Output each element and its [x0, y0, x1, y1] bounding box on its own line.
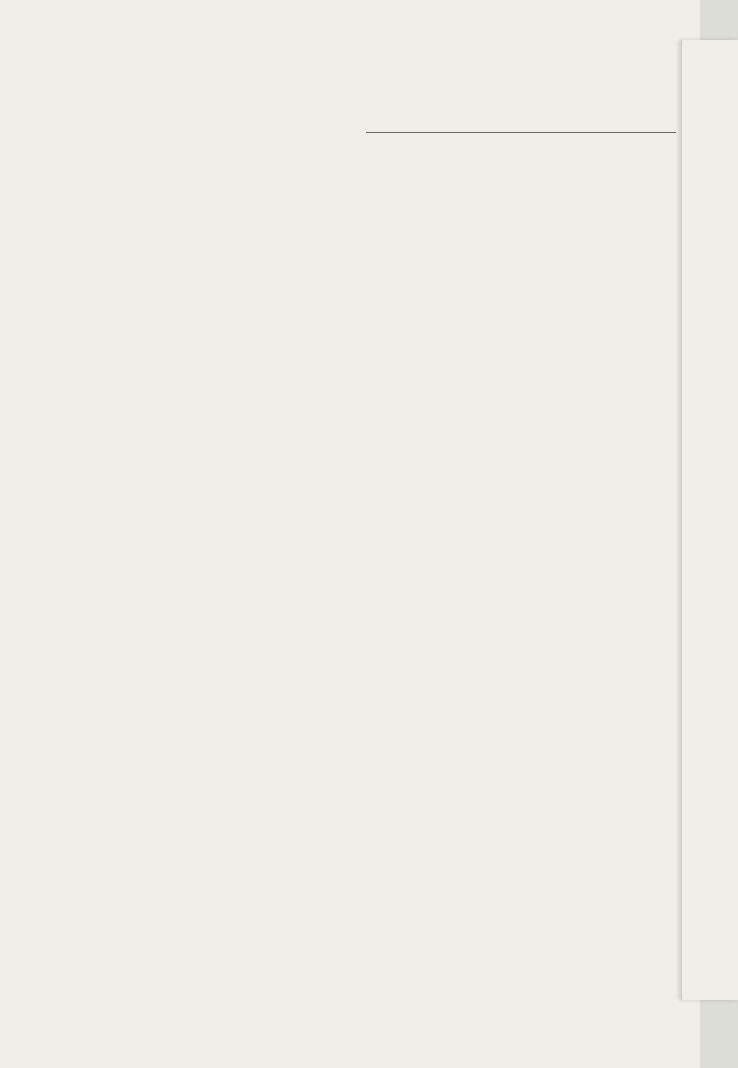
left-column-lower — [48, 584, 183, 1004]
middle-column-lower — [203, 584, 349, 1004]
section-divider — [366, 132, 676, 133]
left-column — [48, 64, 183, 584]
section-heading — [453, 170, 678, 220]
middle-column — [203, 64, 349, 584]
adjacent-page-edge — [681, 40, 738, 1000]
